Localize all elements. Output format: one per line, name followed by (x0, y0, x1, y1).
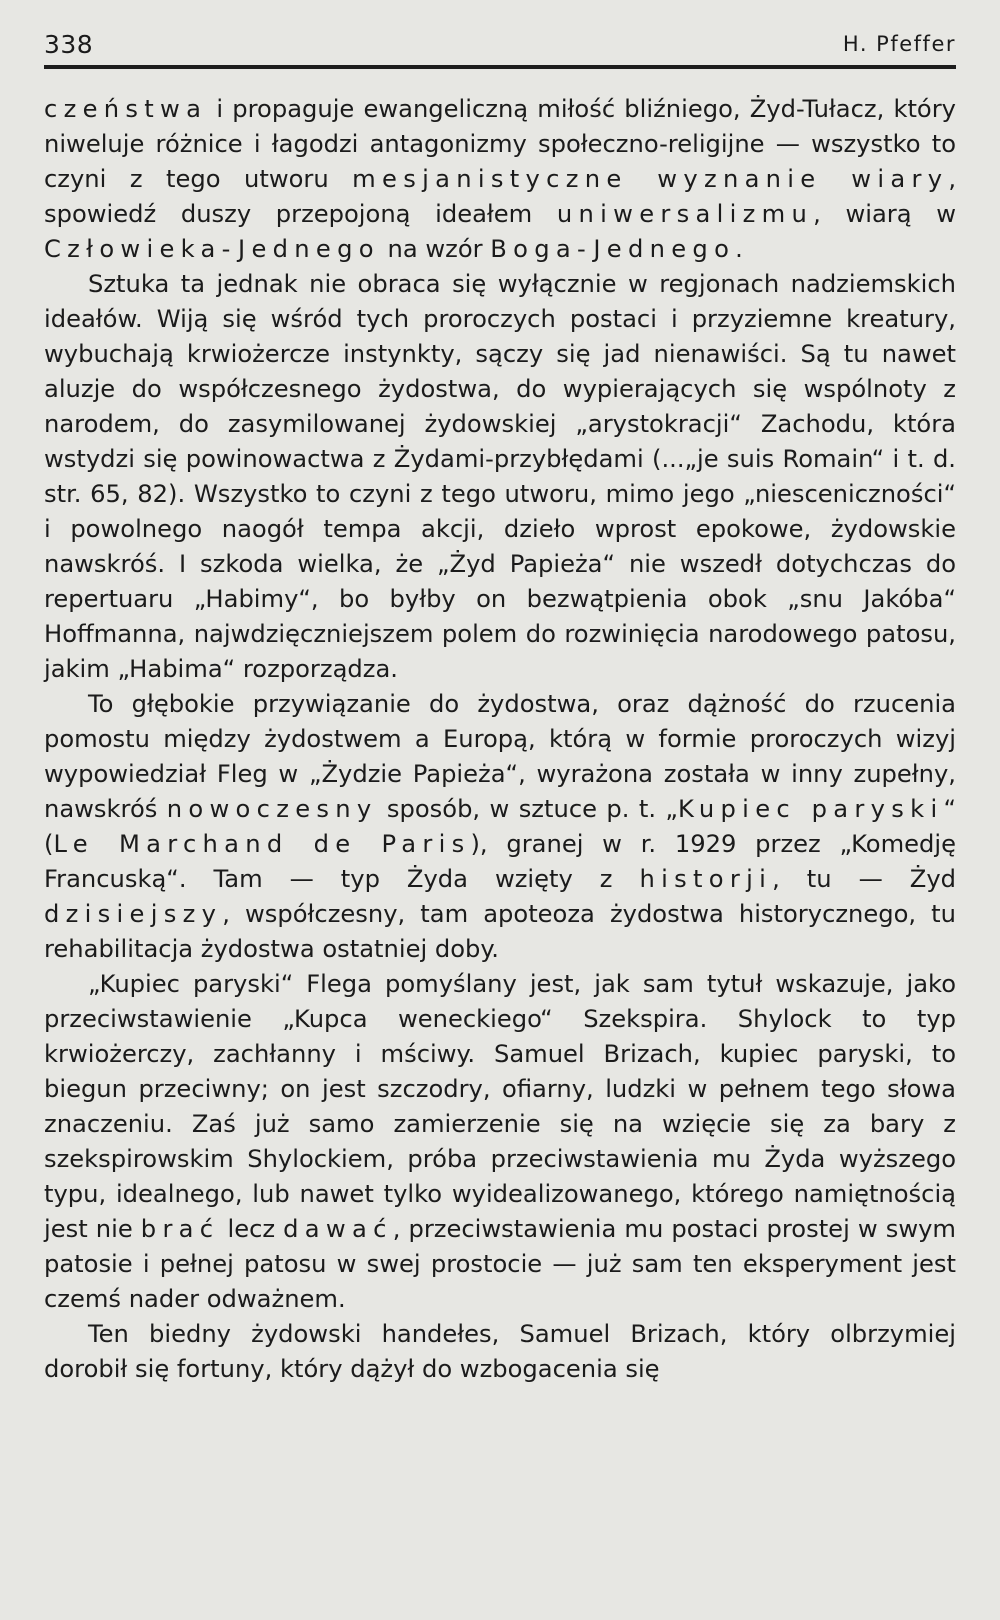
text-run: i propaguje ewangeliczną miłość bliźniego, Żyd-Tułacz, który niweluje różnice i łagodzi antagonizmy społeczno-religijne — wszystko to czyni z tego utworu (44, 95, 956, 193)
text-run: , przeciwstawienia mu postaci prostej w swym patosie i pełnej patosu w swej prostocie — już sam ten eksperyment jest czemś nader odważnem. (44, 1215, 956, 1313)
paragraph (44, 967, 956, 1317)
spaced-emphasis: historji (639, 865, 773, 893)
text-run: „Kupiec paryski“ Flega pomyślany jest, jak sam tytuł wskazuje, jako przeciwstawienie „Kupca weneckiego“ Szekspira. Shylock to typ krwiożerczy, zachłanny i mściwy. Samuel Brizach, kupiec paryski, to biegun przeciwny; on jest szczodry, ofiarny, ludzki w pełnem tego słowa znaczeniu. Zaś już samo zamierzenie się na wzięcie się za bary z szekspirowskim Shylockiem, próba przeciwstawienia mu Żyda wyższego typu, idealnego, lub nawet tylko wyidealizowanego, którego namiętnością jest nie (44, 970, 956, 1243)
paragraph (44, 92, 956, 267)
text-run: . (735, 235, 743, 263)
text-run: Ten biedny żydowski handełes, Samuel Brizach, który olbrzymiej dorobił się fortuny, który dążył do wzbogacenia się (44, 1320, 956, 1383)
spaced-emphasis: mesjanistyczne wyznanie wiary (352, 165, 949, 193)
paragraph (44, 1317, 956, 1387)
text-run: , spowiedź duszy przepojoną ideałem (44, 165, 957, 228)
spaced-emphasis: nowoczesny (166, 795, 378, 823)
text-run: , współczesny, tam apoteoza żydostwa historycznego, tu rehabilitacja żydostwa ostatniej doby. (44, 900, 956, 963)
page-header (44, 24, 956, 64)
spaced-emphasis: Le Marchand de Paris (53, 830, 471, 858)
header-rule (44, 65, 956, 69)
paragraph (44, 687, 956, 967)
spaced-emphasis: brać (140, 1215, 220, 1243)
text-run: na wzór (379, 235, 491, 263)
text-run: To głębokie przywiązanie do żydostwa, oraz dążność do rzucenia pomostu między żydostwem a Europą, którą w formie proroczych wizyj wypowiedział Fleg w „Żydzie Papieża“, wyrażona została w inny zupełny, nawskróś (44, 690, 956, 823)
spaced-emphasis: Człowieka-Jednego (44, 235, 380, 263)
text-run: “ ( (44, 795, 956, 858)
page-number: 338 (44, 30, 94, 59)
text-run: ), granej w r. 1929 przez „Komedję Francuską“. Tam — typ Żyda wzięty z (44, 830, 956, 893)
spaced-emphasis: Boga-Jednego (490, 235, 736, 263)
spaced-emphasis: Kupiec paryski (677, 795, 944, 823)
spaced-emphasis: dawać (283, 1215, 393, 1243)
paragraph (44, 267, 956, 687)
body-text (44, 92, 956, 1387)
text-run: , tu — Żyd (772, 865, 956, 893)
spaced-emphasis: uniwersalizmu (556, 200, 814, 228)
text-run: , wiarą w (813, 200, 956, 228)
text-run: Sztuka ta jednak nie obraca się wyłącznie w regjonach nadziemskich ideałów. Wiją się wśród tych proroczych postaci i przyziemne kreatury, wybuchają krwiożercze instynkty, sączy się jad nienawiści. Są tu nawet aluzje do współczesnego żydostwa, do wypierających się wspólnoty z narodem, do zasymilowanej żydowskiej „arystokracji“ Zachodu, która wstydzi się powinowactwa z Żydami-przybłędami (...„je suis Romain“ i t. d. str. 65, 82). Wszystko to czyni z tego utworu, mimo jego „niesceniczności“ i powolnego naogół tempa akcji, dzieło wprost epokowe, żydowskie nawskróś. I szkoda wielka, że „Żyd Papieża“ nie wszedł dotychczas do repertuaru „Habimy“, bo byłby on bezwątpienia obok „snu Jakóba“ Hoffmanna, najwdzięczniejszem polem do rozwinięcia narodowego patosu, jakim „Habima“ rozporządza. (44, 270, 956, 683)
spaced-emphasis: czeństwa (44, 95, 208, 123)
spaced-emphasis: dzisiejszy (44, 900, 223, 928)
running-head: H. Pfeffer (842, 32, 956, 56)
text-run: lecz (219, 1215, 284, 1243)
text-run: sposób, w sztuce p. t. „ (377, 795, 678, 823)
